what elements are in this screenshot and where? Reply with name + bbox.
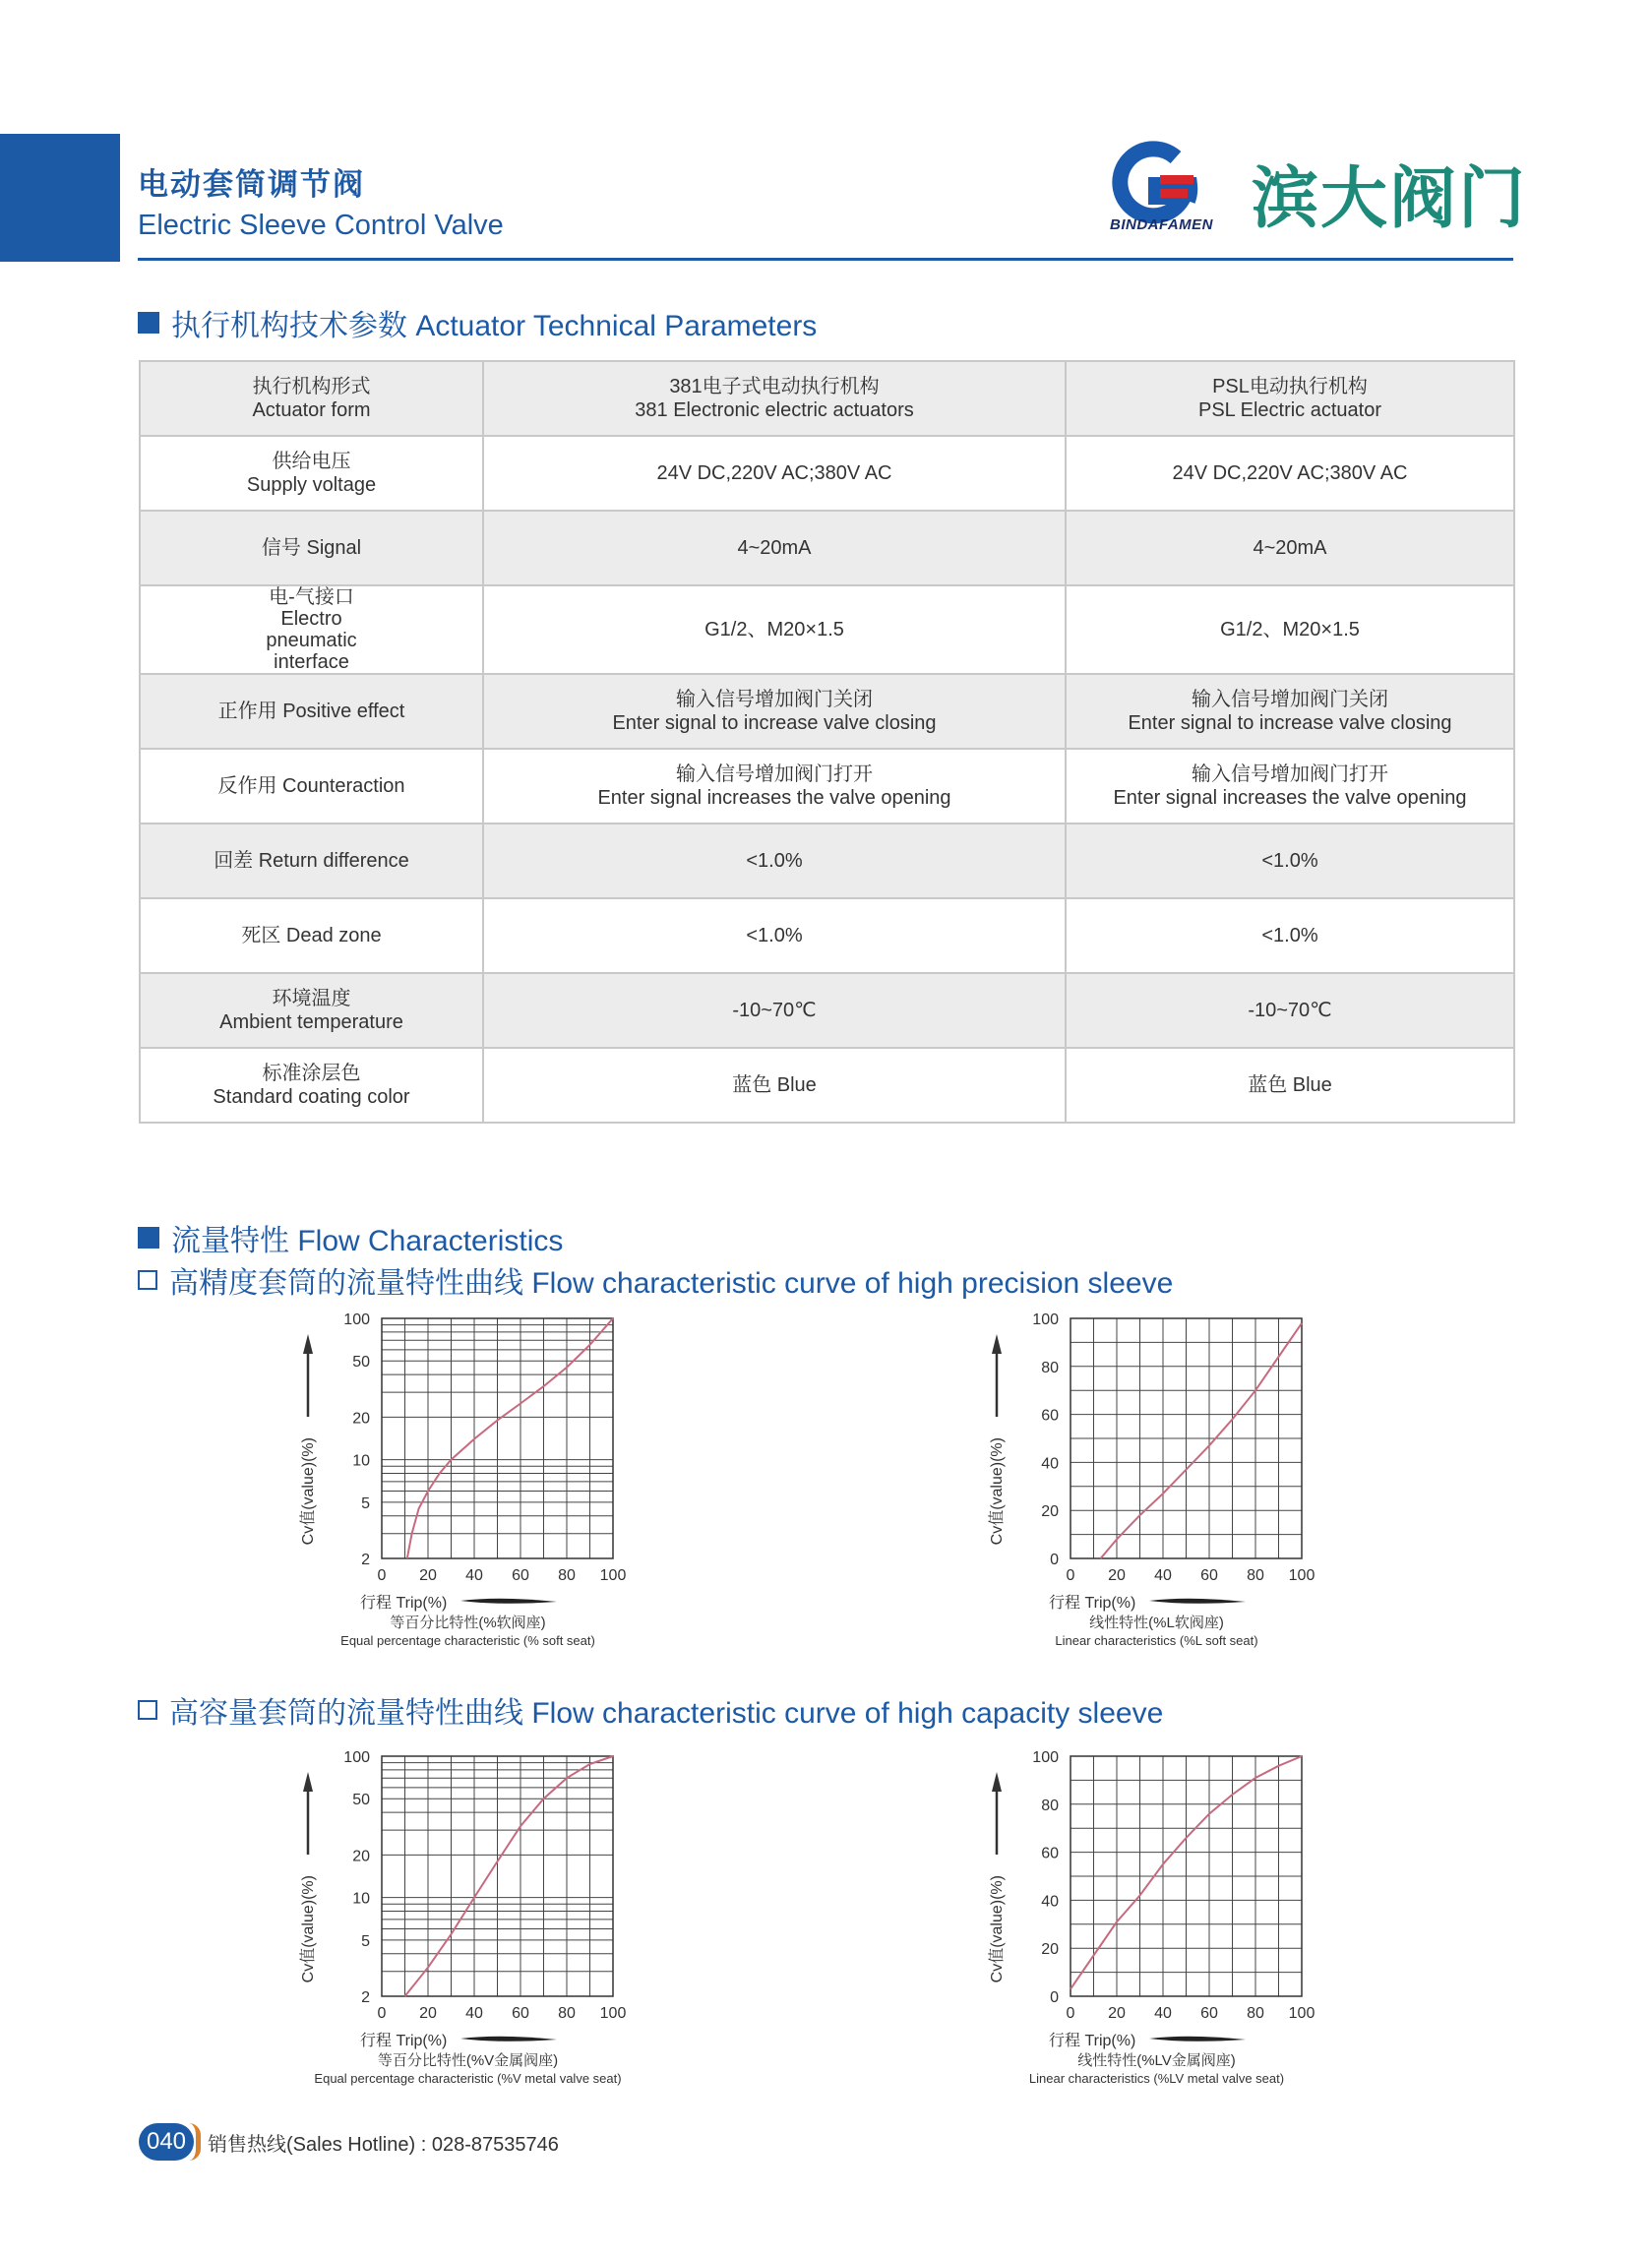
cell-en: Enter signal increases the valve opening (597, 787, 951, 809)
cell-cn: 381电子式电动执行机构 (669, 376, 880, 397)
flow-sub2-text: 高容量套筒的流量特性曲线 Flow characteristic curve of high capacity sleeve (169, 1697, 1164, 1730)
cell-en: Electro pneumatic interface (266, 608, 357, 673)
x-tick-label: 40 (1154, 1567, 1172, 1584)
flow-section-heading (138, 1216, 563, 1259)
cell-cn: 执行机构形式 (252, 376, 371, 397)
cell-en: PSL Electric actuator (1197, 399, 1381, 421)
table-row (140, 436, 1514, 511)
x-tick-label: 40 (1154, 2005, 1172, 2022)
table-cell: G1/2、M20×1.5 (1066, 585, 1514, 674)
y-tick-label: 20 (1041, 1941, 1059, 1959)
table-cell: 4~20mA (1066, 511, 1514, 585)
flow-chart-svg (283, 1305, 677, 1659)
flow-sub1-text: 高精度套筒的流量特性曲线 Flow characteristic curve of high precision sleeve (169, 1267, 1174, 1300)
table-row (140, 674, 1514, 749)
x-tick-label: 0 (377, 2005, 387, 2022)
page-header (138, 159, 504, 242)
x-axis-arrow-icon (1149, 1599, 1246, 1604)
chart-caption-en: Linear characteristics (%LV metal valve seat) (1028, 2071, 1285, 2086)
table-row (140, 898, 1514, 973)
x-tick-label: 20 (419, 1567, 437, 1584)
x-axis-arrow-icon (460, 2037, 557, 2042)
x-axis-label: 行程 Trip(%) (1049, 1595, 1136, 1612)
y-tick-label: 100 (343, 1749, 370, 1766)
y-tick-label: 60 (1041, 1407, 1059, 1425)
table-cell (140, 436, 483, 511)
y-tick-label: 20 (352, 1410, 370, 1428)
cell-en: Enter signal to increase valve closing (612, 712, 937, 734)
table-cell: 正作用 Positive effect (140, 674, 483, 749)
series-line (1101, 1323, 1302, 1558)
flow-chart-svg (972, 1305, 1366, 1659)
page-footer (139, 2123, 559, 2161)
y-tick-label: 50 (352, 1354, 370, 1372)
chart-caption-cn: 等百分比特性(%V金属阀座) (377, 2052, 559, 2069)
table-cell: 4~20mA (483, 511, 1066, 585)
table-row (140, 1048, 1514, 1123)
chart-caption-en: Linear characteristics (%L soft seat) (1055, 1633, 1258, 1648)
flow-heading-text: 流量特性 Flow Characteristics (171, 1225, 564, 1257)
chart-linear-soft (972, 1305, 1366, 1664)
table-cell: 蓝色 Blue (483, 1048, 1066, 1123)
chart-equal-percentage-soft (283, 1305, 677, 1664)
page-number: 040 (139, 2123, 194, 2161)
table-cell (1066, 361, 1514, 436)
x-tick-label: 60 (1200, 1567, 1218, 1584)
cell-en: Actuator form (252, 399, 371, 421)
y-tick-label: 10 (352, 1890, 370, 1908)
x-axis-arrow-icon (1149, 2037, 1246, 2042)
y-tick-label: 2 (361, 1989, 370, 2006)
y-tick-label: 100 (1032, 1749, 1059, 1766)
cell-cn: 输入信号增加阀门打开 (1192, 763, 1388, 785)
table-header-row (140, 361, 1514, 436)
flow-chart-svg (283, 1742, 677, 2097)
page-title-cn: 电动套筒调节阀 (138, 167, 365, 203)
x-axis-label: 行程 Trip(%) (360, 1595, 448, 1612)
table-cell: -10~70℃ (1066, 973, 1514, 1048)
y-tick-label: 20 (352, 1848, 370, 1865)
cell-cn: 供给电压 (272, 451, 351, 472)
cell-cn: 环境温度 (272, 988, 351, 1009)
x-tick-label: 100 (1288, 1567, 1315, 1584)
series-line (407, 1318, 613, 1558)
checkbox-outline-icon (138, 1270, 157, 1290)
actuator-section-heading (138, 301, 817, 344)
page-title-en: Electric Sleeve Control Valve (138, 210, 504, 241)
arrow-head-icon (303, 1334, 313, 1354)
y-tick-label: 40 (1041, 1455, 1059, 1473)
actuator-parameters-table (139, 360, 1515, 1124)
header-accent-block (0, 134, 120, 262)
cell-en: Standard coating color (213, 1086, 410, 1108)
y-tick-label: 5 (361, 1932, 370, 1950)
arrow-head-icon (992, 1334, 1002, 1354)
y-tick-label: 60 (1041, 1845, 1059, 1862)
table-cell: <1.0% (1066, 823, 1514, 898)
arrow-head-icon (303, 1772, 313, 1792)
x-tick-label: 100 (599, 2005, 627, 2022)
sales-hotline: 销售热线(Sales Hotline) : 028-87535746 (208, 2133, 559, 2156)
table-cell: 24V DC,220V AC;380V AC (483, 436, 1066, 511)
y-tick-label: 50 (352, 1792, 370, 1809)
y-tick-label: 100 (343, 1311, 370, 1328)
chart-caption-en: Equal percentage characteristic (% soft seat) (340, 1633, 595, 1648)
x-tick-label: 60 (512, 1567, 529, 1584)
x-tick-label: 40 (465, 1567, 483, 1584)
arrow-head-icon (992, 1772, 1002, 1792)
table-cell: <1.0% (483, 823, 1066, 898)
cell-cn: 输入信号增加阀门关闭 (676, 689, 873, 710)
table-cell (1066, 674, 1514, 749)
y-axis-label: Cv值(value)(%) (989, 1437, 1006, 1546)
y-tick-label: 80 (1041, 1359, 1059, 1376)
flow-sub-heading-2 (138, 1688, 1163, 1732)
x-tick-label: 100 (1288, 2005, 1315, 2022)
x-tick-label: 0 (377, 1567, 387, 1584)
x-axis-label: 行程 Trip(%) (360, 2033, 448, 2049)
table-cell (483, 749, 1066, 823)
table-cell: 信号 Signal (140, 511, 483, 585)
y-axis-label: Cv值(value)(%) (989, 1875, 1006, 1983)
brand-name: 滨大阀门 (1252, 160, 1528, 238)
brand-logo-text: BINDAFAMEN (1110, 216, 1213, 233)
x-tick-label: 100 (599, 1567, 627, 1584)
cell-cn: 输入信号增加阀门关闭 (1192, 689, 1388, 710)
x-tick-label: 20 (419, 2005, 437, 2022)
cell-en: Supply voltage (246, 474, 377, 496)
cell-en: 381 Electronic electric actuators (635, 399, 914, 421)
table-cell: 回差 Return difference (140, 823, 483, 898)
y-tick-label: 2 (361, 1552, 370, 1568)
chart-equal-percentage-metal (283, 1742, 677, 2102)
cell-cn: PSL电动执行机构 (1212, 376, 1368, 397)
flow-sub-heading-1 (138, 1258, 1173, 1302)
table-row (140, 749, 1514, 823)
series-line (405, 1756, 614, 1996)
cell-en: Enter signal to increase valve closing (1128, 712, 1452, 734)
table-cell (140, 361, 483, 436)
x-tick-label: 80 (1247, 1567, 1264, 1584)
cell-cn: 输入信号增加阀门打开 (676, 763, 873, 785)
cell-cn: 标准涂层色 (262, 1063, 361, 1084)
y-axis-label: Cv值(value)(%) (300, 1437, 317, 1546)
y-tick-label: 10 (352, 1452, 370, 1470)
square-bullet-icon (138, 312, 159, 334)
square-bullet-icon (138, 1227, 159, 1249)
table-cell: 24V DC,220V AC;380V AC (1066, 436, 1514, 511)
chart-linear-metal (972, 1742, 1366, 2102)
y-tick-label: 5 (361, 1494, 370, 1512)
table-cell (140, 1048, 483, 1123)
y-tick-label: 0 (1050, 1552, 1059, 1568)
table-cell (140, 973, 483, 1048)
table-cell: <1.0% (1066, 898, 1514, 973)
y-tick-label: 0 (1050, 1989, 1059, 2006)
x-tick-label: 40 (465, 2005, 483, 2022)
chart-caption-cn: 线性特性(%LV金属阀座) (1077, 2052, 1236, 2069)
x-tick-label: 80 (558, 2005, 576, 2022)
table-cell: 蓝色 Blue (1066, 1048, 1514, 1123)
table-cell (483, 361, 1066, 436)
table-row (140, 823, 1514, 898)
x-tick-label: 80 (558, 1567, 576, 1584)
table-cell (483, 674, 1066, 749)
table-cell (140, 585, 483, 674)
header-divider (138, 258, 1513, 261)
checkbox-outline-icon (138, 1700, 157, 1720)
x-tick-label: 0 (1066, 2005, 1075, 2022)
cell-en: Enter signal increases the valve opening (1113, 787, 1467, 809)
actuator-heading-text: 执行机构技术参数 Actuator Technical Parameters (171, 310, 818, 342)
table-cell (1066, 749, 1514, 823)
table-cell: -10~70℃ (483, 973, 1066, 1048)
table-row (140, 973, 1514, 1048)
table-row (140, 585, 1514, 674)
y-tick-label: 100 (1032, 1311, 1059, 1328)
chart-caption-en: Equal percentage characteristic (%V metal valve seat) (314, 2071, 622, 2086)
cell-en: Ambient temperature (219, 1011, 403, 1033)
chart-caption-cn: 线性特性(%L软阀座) (1089, 1615, 1224, 1631)
x-axis-arrow-icon (460, 1599, 557, 1604)
x-tick-label: 20 (1108, 1567, 1126, 1584)
x-tick-label: 20 (1108, 2005, 1126, 2022)
x-tick-label: 60 (1200, 2005, 1218, 2022)
table-cell: 反作用 Counteraction (140, 749, 483, 823)
cell-cn: 电-气接口 (269, 586, 354, 608)
y-axis-label: Cv值(value)(%) (300, 1875, 317, 1983)
table-cell: G1/2、M20×1.5 (483, 585, 1066, 674)
flow-chart-svg (972, 1742, 1366, 2097)
x-tick-label: 80 (1247, 2005, 1264, 2022)
y-tick-label: 80 (1041, 1797, 1059, 1814)
table-cell: <1.0% (483, 898, 1066, 973)
x-tick-label: 60 (512, 2005, 529, 2022)
x-tick-label: 0 (1066, 1567, 1075, 1584)
x-axis-label: 行程 Trip(%) (1049, 2033, 1136, 2049)
table-cell: 死区 Dead zone (140, 898, 483, 973)
y-tick-label: 40 (1041, 1893, 1059, 1911)
table-row (140, 511, 1514, 585)
y-tick-label: 20 (1041, 1503, 1059, 1521)
chart-caption-cn: 等百分比特性(%软阀座) (390, 1615, 546, 1631)
